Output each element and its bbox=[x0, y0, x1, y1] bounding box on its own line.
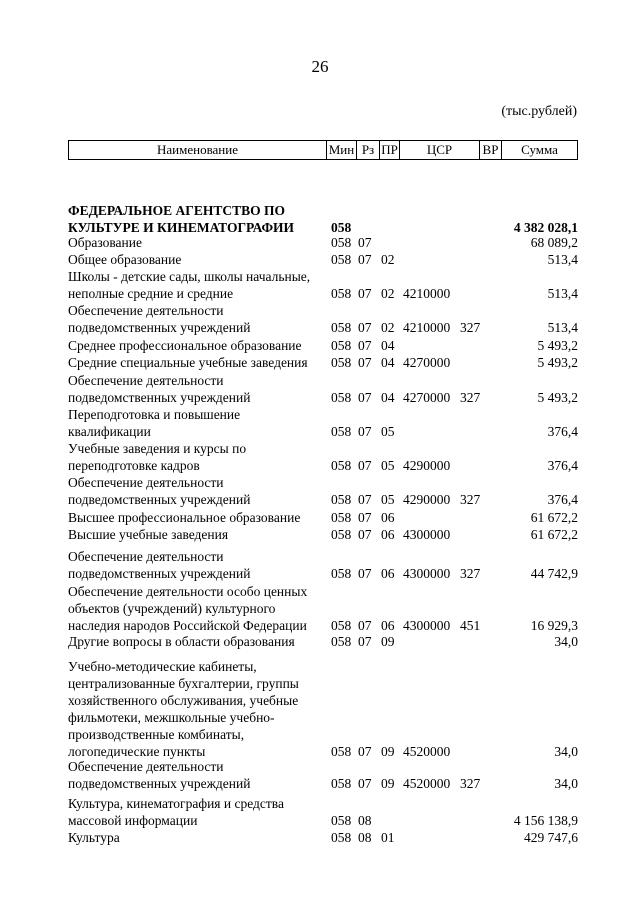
row-name bbox=[68, 633, 323, 650]
header-name: Наименование bbox=[68, 140, 327, 160]
row-name bbox=[68, 583, 323, 634]
row-name-line: Переподготовка и повышение bbox=[68, 407, 241, 422]
row-min: 058 bbox=[331, 776, 352, 791]
row-name-line: Другие вопросы в области образования bbox=[68, 634, 295, 649]
row-codes bbox=[331, 337, 484, 354]
row-rz: 07 bbox=[358, 744, 372, 759]
row-name-line: неполные средние и средние bbox=[68, 286, 234, 301]
row-name-line: ФЕДЕРАЛЬНОЕ АГЕНТСТВО ПО bbox=[68, 203, 286, 218]
row-name bbox=[68, 474, 323, 508]
row-sum: 34,0 bbox=[554, 634, 578, 649]
row-name-line: Обеспечение деятельности особо ценных bbox=[68, 584, 308, 599]
row-codes bbox=[331, 633, 484, 650]
row-sum: 61 672,2 bbox=[530, 510, 578, 525]
row-codes bbox=[331, 491, 484, 508]
row-rz: 07 bbox=[358, 566, 372, 581]
row-rz: 07 bbox=[358, 424, 372, 439]
row-name-line: Общее образование bbox=[68, 252, 182, 267]
row-rz: 07 bbox=[358, 527, 372, 542]
row-rz: 07 bbox=[358, 286, 372, 301]
row-name-line: фильмотеки, межшкольные учебно- bbox=[68, 710, 275, 725]
table-row bbox=[68, 548, 578, 582]
row-sum: 376,4 bbox=[547, 458, 578, 473]
row-vr: 327 bbox=[460, 492, 481, 507]
row-pr: 01 bbox=[381, 830, 395, 845]
row-min: 058 bbox=[331, 286, 352, 301]
table-row bbox=[68, 795, 578, 829]
row-min: 058 bbox=[331, 830, 352, 845]
row-name-line: Обеспечение деятельности bbox=[68, 303, 224, 318]
table-row bbox=[68, 302, 578, 336]
table-row bbox=[68, 583, 578, 634]
row-name-line: Обеспечение деятельности bbox=[68, 373, 224, 388]
row-codes bbox=[331, 775, 484, 792]
row-sum: 376,4 bbox=[547, 492, 578, 507]
row-sum: 34,0 bbox=[554, 776, 578, 791]
row-name bbox=[68, 440, 323, 474]
row-name-line: производственные комбинаты, bbox=[68, 727, 245, 742]
row-name-line: Высшее профессиональное образование bbox=[68, 510, 301, 525]
row-name bbox=[68, 302, 323, 336]
row-sum: 513,4 bbox=[547, 286, 578, 301]
row-min: 058 bbox=[331, 634, 352, 649]
table-row bbox=[68, 251, 578, 268]
row-csr: 4290000 bbox=[403, 458, 451, 473]
row-name-line: Культура bbox=[68, 830, 120, 845]
row-vr: 327 bbox=[460, 390, 481, 405]
row-rz: 08 bbox=[358, 830, 372, 845]
row-codes bbox=[331, 319, 484, 336]
table-row bbox=[68, 758, 578, 792]
row-codes bbox=[331, 389, 484, 406]
header-rz: Рз bbox=[357, 140, 380, 160]
row-pr: 06 bbox=[381, 527, 395, 542]
row-pr: 05 bbox=[381, 458, 395, 473]
row-rz: 07 bbox=[358, 338, 372, 353]
row-name-line: переподготовке кадров bbox=[68, 458, 200, 473]
row-csr: 4520000 bbox=[403, 776, 451, 791]
row-pr: 05 bbox=[381, 492, 395, 507]
row-sum: 513,4 bbox=[547, 252, 578, 267]
row-codes bbox=[331, 509, 484, 526]
row-min: 058 bbox=[331, 744, 352, 759]
row-pr: 05 bbox=[381, 424, 395, 439]
row-pr: 04 bbox=[381, 355, 395, 370]
row-name-line: Образование bbox=[68, 235, 142, 250]
row-csr: 4270000 bbox=[403, 390, 451, 405]
header-pr: ПР bbox=[380, 140, 400, 160]
row-name-line: наследия народов Российской Федерации bbox=[68, 618, 307, 633]
table-row bbox=[68, 829, 578, 846]
row-sum: 44 742,9 bbox=[530, 566, 578, 581]
row-sum: 513,4 bbox=[547, 320, 578, 335]
row-codes bbox=[331, 526, 484, 543]
row-sum: 4 156 138,9 bbox=[513, 813, 578, 828]
row-rz: 07 bbox=[358, 458, 372, 473]
row-name bbox=[68, 548, 323, 582]
row-csr: 4300000 bbox=[403, 566, 451, 581]
row-name bbox=[68, 829, 323, 846]
row-csr: 4300000 bbox=[403, 618, 451, 633]
row-rz: 07 bbox=[358, 618, 372, 633]
row-name bbox=[68, 758, 323, 792]
row-name bbox=[68, 406, 323, 440]
row-codes bbox=[331, 285, 484, 302]
table-row bbox=[68, 234, 578, 251]
row-min: 058 bbox=[331, 813, 352, 828]
table-row bbox=[68, 337, 578, 354]
row-name-line: подведомственных учреждений bbox=[68, 492, 251, 507]
row-rz: 07 bbox=[358, 320, 372, 335]
row-name-line: подведомственных учреждений bbox=[68, 776, 251, 791]
row-sum: 4 382 028,1 bbox=[513, 220, 578, 235]
row-vr: 327 bbox=[460, 566, 481, 581]
row-name-line: Учебные заведения и курсы по bbox=[68, 441, 247, 456]
row-name bbox=[68, 234, 323, 251]
row-codes bbox=[331, 565, 484, 582]
table-header bbox=[68, 140, 578, 160]
table-row bbox=[68, 633, 578, 650]
row-rz: 07 bbox=[358, 252, 372, 267]
table-row bbox=[68, 658, 578, 760]
table-row bbox=[68, 406, 578, 440]
row-name-line: массовой информации bbox=[68, 813, 198, 828]
row-name bbox=[68, 509, 323, 526]
row-codes bbox=[331, 423, 484, 440]
row-pr: 04 bbox=[381, 338, 395, 353]
row-name bbox=[68, 795, 323, 829]
row-name-line: подведомственных учреждений bbox=[68, 566, 251, 581]
header-csr: ЦСР bbox=[400, 140, 480, 160]
row-min: 058 bbox=[331, 320, 352, 335]
row-min: 058 bbox=[331, 618, 352, 633]
row-min: 058 bbox=[331, 510, 352, 525]
table-row bbox=[68, 474, 578, 508]
row-min: 058 bbox=[331, 424, 352, 439]
row-pr: 02 bbox=[381, 252, 395, 267]
row-name-line: Высшие учебные заведения bbox=[68, 527, 229, 542]
row-sum: 68 089,2 bbox=[530, 235, 578, 250]
row-csr: 4300000 bbox=[403, 527, 451, 542]
row-min: 058 bbox=[331, 566, 352, 581]
row-name-line: Средние специальные учебные заведения bbox=[68, 355, 308, 370]
row-pr: 09 bbox=[381, 634, 395, 649]
row-name-line: Обеспечение деятельности bbox=[68, 549, 224, 564]
row-min: 058 bbox=[331, 252, 352, 267]
row-vr: 327 bbox=[460, 320, 481, 335]
row-sum: 16 929,3 bbox=[530, 618, 578, 633]
row-name-line: Среднее профессиональное образование bbox=[68, 338, 302, 353]
row-codes bbox=[331, 812, 484, 829]
row-sum: 34,0 bbox=[554, 744, 578, 759]
row-name-line: хозяйственного обслуживания, учебные bbox=[68, 693, 299, 708]
row-csr: 4210000 bbox=[403, 320, 451, 335]
table-row bbox=[68, 526, 578, 543]
row-codes bbox=[331, 829, 484, 846]
row-name-line: подведомственных учреждений bbox=[68, 390, 251, 405]
row-pr: 04 bbox=[381, 390, 395, 405]
row-rz: 07 bbox=[358, 355, 372, 370]
row-name bbox=[68, 251, 323, 268]
table-row bbox=[68, 509, 578, 526]
row-codes bbox=[331, 251, 484, 268]
row-vr: 327 bbox=[460, 776, 481, 791]
row-min: 058 bbox=[331, 220, 352, 235]
table-row bbox=[68, 268, 578, 302]
row-csr: 4210000 bbox=[403, 286, 451, 301]
row-sum: 5 493,2 bbox=[537, 390, 578, 405]
row-min: 058 bbox=[331, 338, 352, 353]
row-csr: 4290000 bbox=[403, 492, 451, 507]
row-min: 058 bbox=[331, 492, 352, 507]
row-rz: 07 bbox=[358, 510, 372, 525]
row-vr: 451 bbox=[460, 618, 481, 633]
header-sum: Сумма bbox=[502, 140, 578, 160]
table-row bbox=[68, 440, 578, 474]
row-pr: 09 bbox=[381, 776, 395, 791]
table-row bbox=[68, 372, 578, 406]
row-rz: 07 bbox=[358, 776, 372, 791]
row-name-line: Обеспечение деятельности bbox=[68, 759, 224, 774]
row-pr: 02 bbox=[381, 320, 395, 335]
row-name-line: объектов (учреждений) культурного bbox=[68, 601, 276, 616]
row-rz: 07 bbox=[358, 634, 372, 649]
row-csr: 4520000 bbox=[403, 744, 451, 759]
row-pr: 06 bbox=[381, 618, 395, 633]
row-csr: 4270000 bbox=[403, 355, 451, 370]
header-vr: ВР bbox=[480, 140, 502, 160]
row-sum: 5 493,2 bbox=[537, 338, 578, 353]
row-name-line: Учебно-методические кабинеты, bbox=[68, 659, 257, 674]
row-name bbox=[68, 526, 323, 543]
row-min: 058 bbox=[331, 235, 352, 250]
row-name-line: Школы - детские сады, школы начальные, bbox=[68, 269, 311, 284]
row-rz: 07 bbox=[358, 390, 372, 405]
row-pr: 06 bbox=[381, 566, 395, 581]
row-name bbox=[68, 658, 323, 760]
row-name-line: квалификации bbox=[68, 424, 151, 439]
table-row bbox=[68, 202, 578, 236]
row-codes bbox=[331, 354, 484, 371]
header-min: Мин bbox=[327, 140, 357, 160]
row-name-line: централизованные бухгалтерии, группы bbox=[68, 676, 299, 691]
row-pr: 09 bbox=[381, 744, 395, 759]
row-name-line: Обеспечение деятельности bbox=[68, 475, 224, 490]
table-row bbox=[68, 354, 578, 371]
row-sum: 429 747,6 bbox=[524, 830, 578, 845]
row-min: 058 bbox=[331, 527, 352, 542]
row-min: 058 bbox=[331, 355, 352, 370]
row-name bbox=[68, 337, 323, 354]
row-name bbox=[68, 372, 323, 406]
row-pr: 06 bbox=[381, 510, 395, 525]
row-name-line: Культура, кинематография и средства bbox=[68, 796, 284, 811]
row-min: 058 bbox=[331, 390, 352, 405]
row-name-line: логопедические пункты bbox=[68, 744, 206, 759]
row-codes bbox=[331, 617, 484, 634]
row-codes bbox=[331, 234, 484, 251]
row-sum: 5 493,2 bbox=[537, 355, 578, 370]
row-rz: 07 bbox=[358, 492, 372, 507]
row-name bbox=[68, 202, 323, 236]
row-name bbox=[68, 268, 323, 302]
row-codes bbox=[331, 457, 484, 474]
row-name-line: подведомственных учреждений bbox=[68, 320, 251, 335]
row-name bbox=[68, 354, 323, 371]
row-name-line: КУЛЬТУРЕ И КИНЕМАТОГРАФИИ bbox=[68, 220, 295, 235]
row-rz: 07 bbox=[358, 235, 372, 250]
row-min: 058 bbox=[331, 458, 352, 473]
page-number: 26 bbox=[311, 57, 329, 76]
unit-label: (тыс.рублей) bbox=[501, 104, 577, 119]
row-pr: 02 bbox=[381, 286, 395, 301]
row-rz: 08 bbox=[358, 813, 372, 828]
row-sum: 376,4 bbox=[547, 424, 578, 439]
row-sum: 61 672,2 bbox=[530, 527, 578, 542]
